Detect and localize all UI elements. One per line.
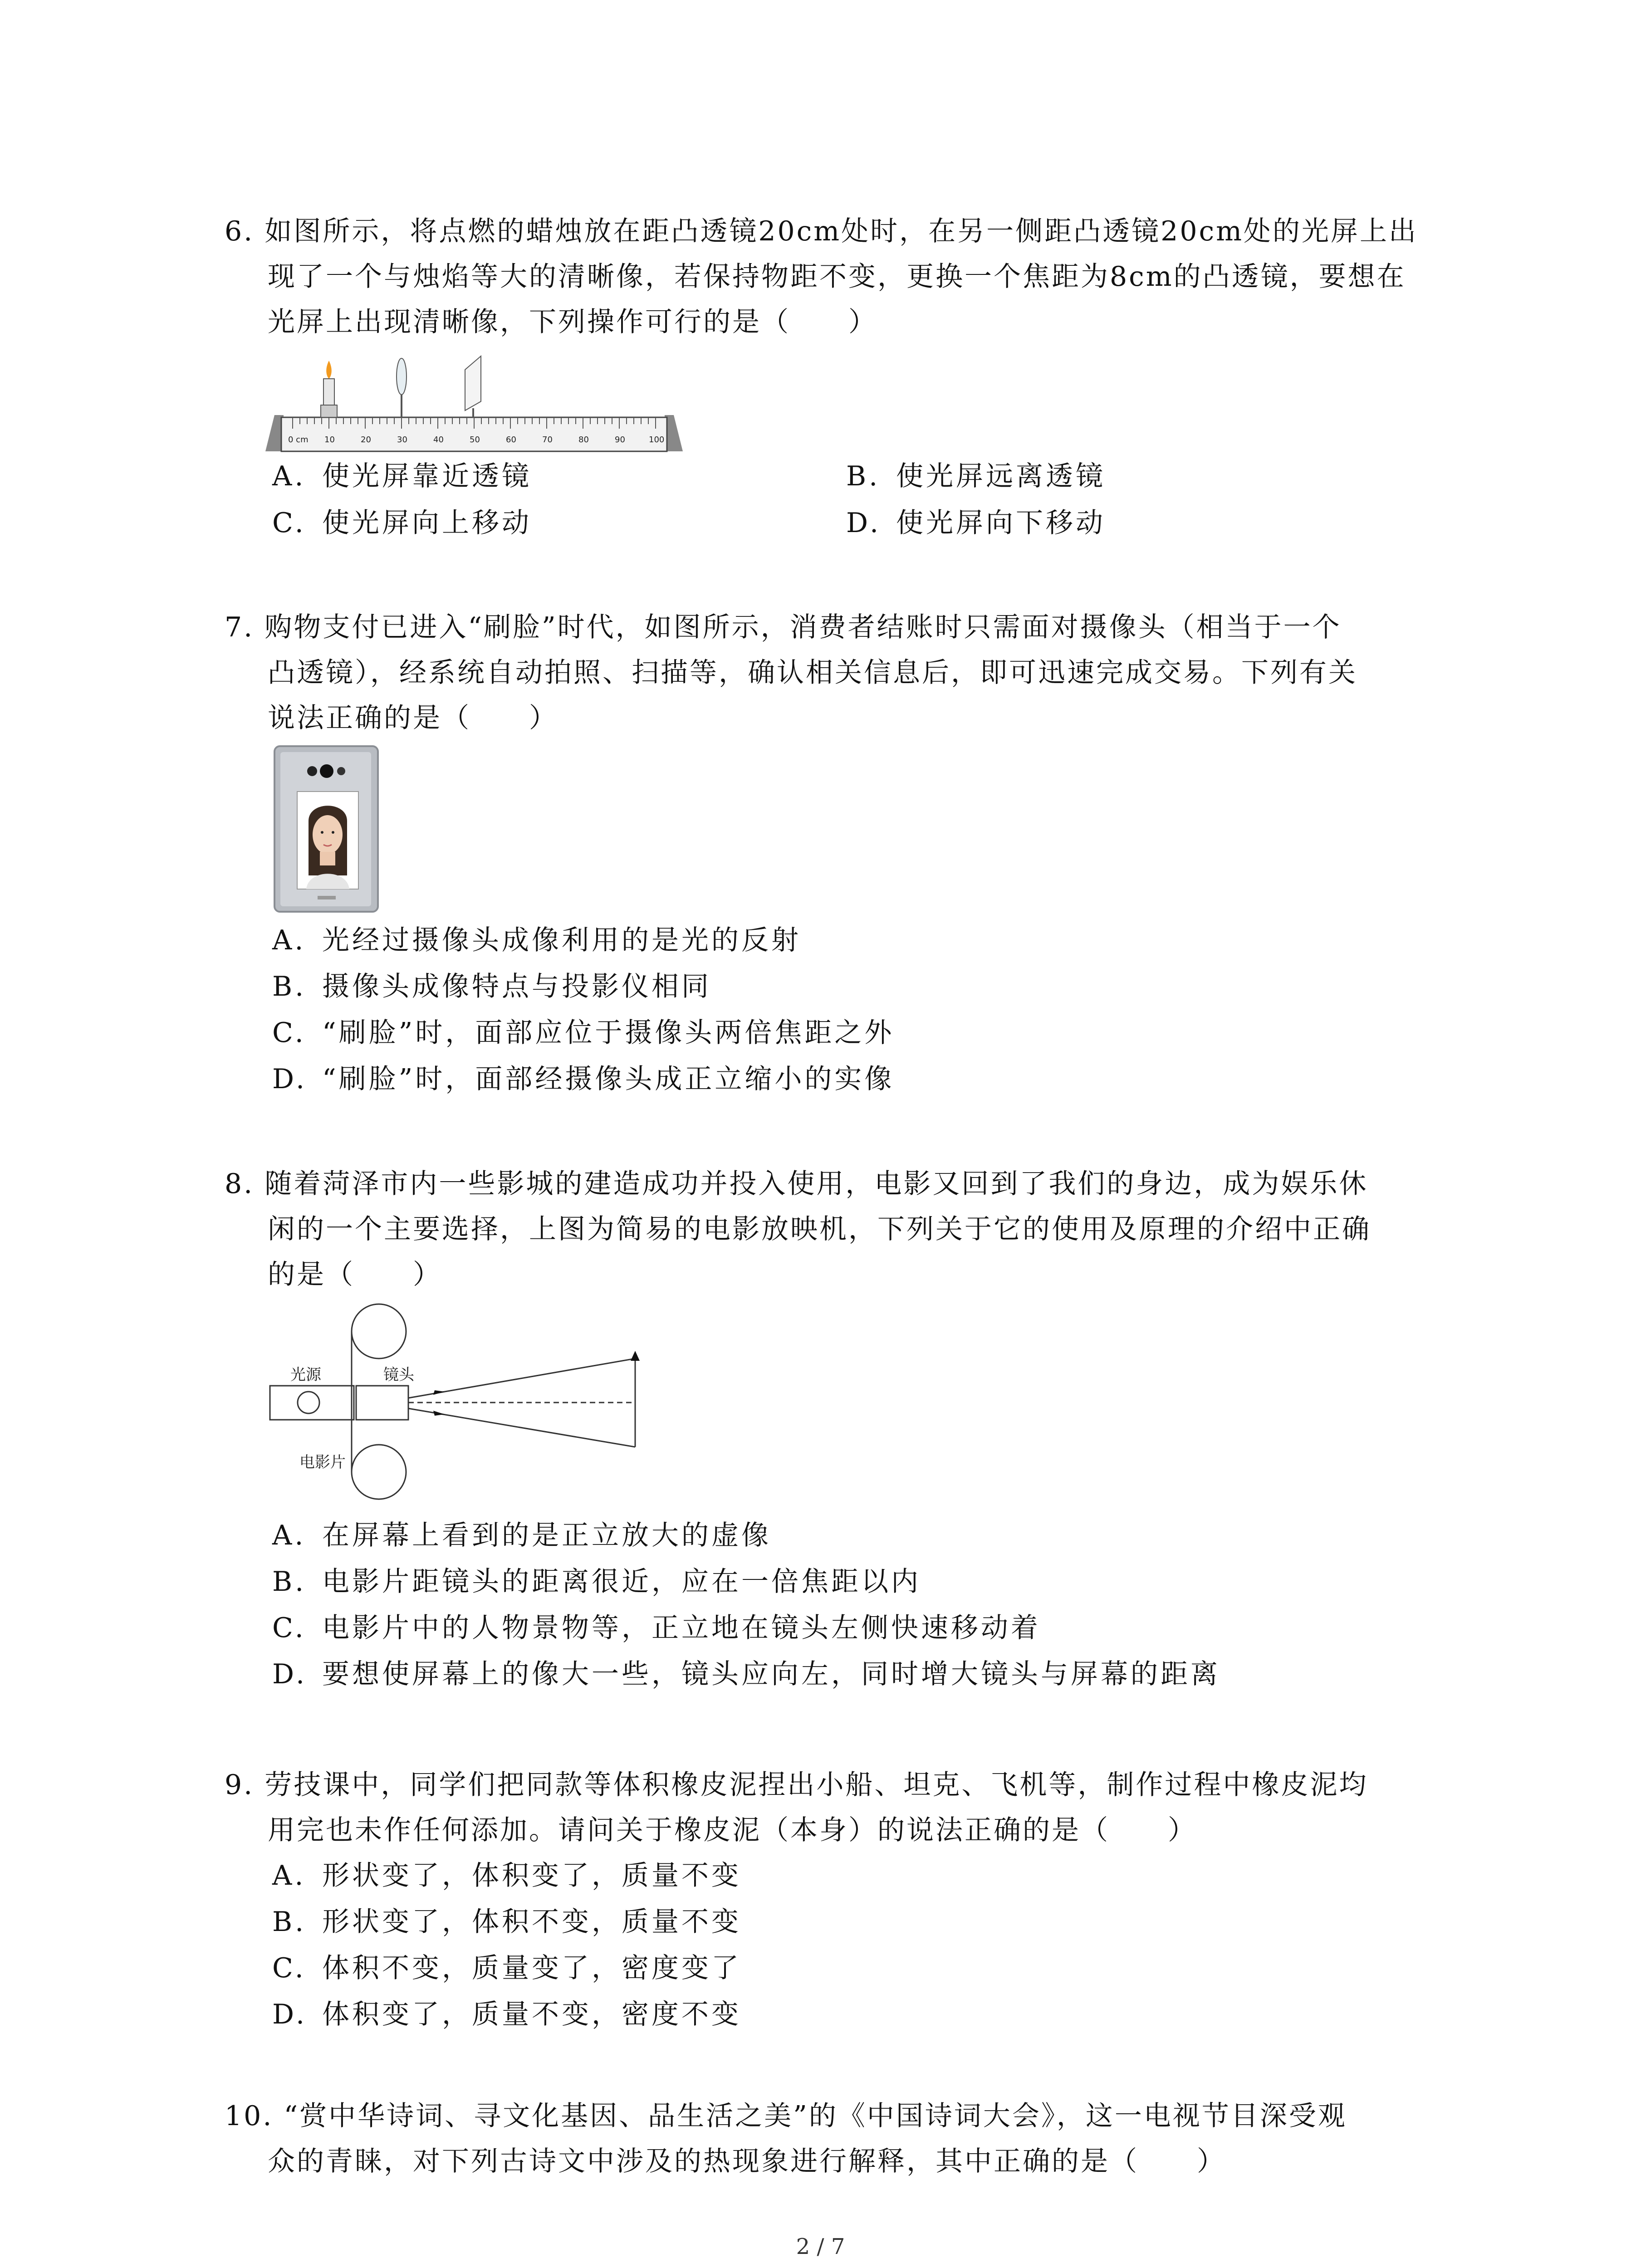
option-label: A. — [272, 1860, 306, 1892]
ruler-tick-label: 20 — [361, 435, 371, 445]
option-label: D. — [272, 1999, 308, 2030]
option-label: C. — [272, 1952, 306, 1984]
option-text: 体积不变，质量变了，密度变了 — [322, 1952, 741, 1984]
option-text: 电影片中的人物景物等，正立地在镜头左侧快速移动着 — [322, 1612, 1041, 1644]
q7-option-a[interactable] — [272, 922, 801, 958]
option-text: 要想使屏幕上的像大一些，镜头应向左，同时增大镜头与屏幕的距离 — [322, 1658, 1220, 1690]
option-label: B. — [272, 1566, 307, 1598]
film-projector-diagram — [268, 1297, 649, 1506]
ruler-tick-label: 70 — [542, 435, 553, 445]
q10-line-1: 10. “赏中华诗词、寻文化基因、品生活之美”的《中国诗词大会》，这一电视节目深受观 — [225, 2100, 1347, 2132]
q9-option-a[interactable] — [272, 1857, 741, 1894]
q6-line-1: 6. 如图所示，将点燃的蜡烛放在距凸透镜20cm处时，在另一侧距凸透镜20cm处的光屏上出 — [225, 215, 1418, 247]
q7-option-c[interactable] — [272, 1015, 894, 1051]
convex-lens-icon — [397, 358, 407, 417]
option-text: 电影片距镜头的距离很近，应在一倍焦距以内 — [322, 1566, 921, 1598]
option-label: B. — [272, 1906, 307, 1938]
q7-line-2: 凸透镜），经系统自动拍照、扫描等，确认相关信息后，即可迅速完成交易。下列有关 — [268, 657, 1357, 689]
ruler-tick-label: 30 — [397, 435, 407, 445]
ruler-tick-label: 100 — [649, 435, 665, 445]
option-label: B. — [846, 460, 881, 492]
option-label: A. — [272, 1520, 306, 1551]
option-label: D. — [272, 1658, 308, 1690]
option-text: 形状变了，体积变了，质量不变 — [322, 1860, 741, 1892]
q6-option-b[interactable] — [846, 458, 1106, 494]
q9-line-1: 9. 劳技课中，同学们把同款等体积橡皮泥捏出小船、坦克、飞机等，制作过程中橡皮泥均 — [225, 1769, 1368, 1801]
q7-line-3: 说法正确的是（ ） — [268, 702, 558, 734]
lens-housing — [356, 1386, 408, 1420]
ruler-tick-label: 0 cm — [288, 435, 309, 445]
lens-label: 镜头 — [383, 1366, 414, 1384]
q8-option-b[interactable] — [272, 1564, 921, 1600]
option-text: 光经过摄像头成像利用的是光的反射 — [322, 924, 801, 956]
q6-option-d[interactable] — [846, 505, 1106, 541]
ruler-tick-label: 10 — [324, 435, 335, 445]
page-number: 2 / 7 — [796, 2234, 845, 2259]
optical-bench-figure — [265, 352, 683, 460]
candle-icon — [321, 361, 337, 417]
face-pay-terminal-figure — [272, 744, 381, 914]
q6-line-3: 光屏上出现清晰像，下列操作可行的是（ ） — [268, 306, 877, 338]
q6-option-a[interactable] — [272, 458, 532, 494]
option-text: “刷脸”时，面部应位于摄像头两倍焦距之外 — [322, 1017, 895, 1049]
q9-option-b[interactable] — [272, 1904, 741, 1940]
q8-option-d[interactable] — [272, 1656, 1220, 1692]
lamp-icon — [298, 1392, 319, 1413]
option-text: 使光屏向下移动 — [896, 507, 1106, 539]
q9-option-c[interactable] — [272, 1950, 741, 1986]
option-label: A. — [272, 460, 306, 492]
option-text: 使光屏向上移动 — [322, 507, 532, 539]
q8-line-2: 闲的一个主要选择，上图为简易的电影放映机，下列关于它的使用及原理的介绍中正确 — [268, 1213, 1371, 1245]
q8-line-3: 的是（ ） — [268, 1259, 442, 1290]
option-text: 使光屏远离透镜 — [896, 460, 1106, 492]
q10-line-2: 众的青睐，对下列古诗文中涉及的热现象进行解释，其中正确的是（ ） — [268, 2146, 1226, 2177]
option-text: 体积变了，质量不变，密度不变 — [322, 1999, 741, 2030]
camera-lens-icon — [320, 764, 333, 778]
option-text: “刷脸”时，面部经摄像头成正立缩小的实像 — [322, 1063, 895, 1095]
light-source-label: 光源 — [290, 1366, 321, 1384]
ruler-tick-label: 40 — [433, 435, 444, 445]
q7-option-b[interactable] — [272, 968, 711, 1005]
option-label: D. — [272, 1063, 308, 1095]
option-text: 形状变了，体积不变，质量不变 — [322, 1906, 741, 1938]
q8-line-1: 8. 随着菏泽市内一些影城的建造成功并投入使用，电影又回到了我们的身边，成为娱乐休 — [225, 1168, 1368, 1200]
q9-line-2: 用完也未作任何添加。请问关于橡皮泥（本身）的说法正确的是（ ） — [268, 1814, 1197, 1846]
option-label: D. — [846, 507, 882, 539]
q8-option-a[interactable] — [272, 1517, 771, 1554]
ruler-tick-label: 60 — [506, 435, 516, 445]
film-reel-bottom — [352, 1445, 406, 1499]
option-label: C. — [272, 1017, 306, 1049]
q7-option-d[interactable] — [272, 1061, 894, 1097]
ruler-tick-label: 50 — [470, 435, 480, 445]
option-label: C. — [272, 1612, 306, 1644]
option-label: C. — [272, 507, 306, 539]
q6-line-2: 现了一个与烛焰等大的清晰像，若保持物距不变，更换一个焦距为8cm的凸透镜，要想在 — [268, 261, 1406, 293]
camera-icon — [307, 766, 317, 776]
ruler-tick-label: 90 — [615, 435, 625, 445]
ruler-tick-label: 80 — [578, 435, 589, 445]
q9-option-d[interactable] — [272, 1996, 741, 2033]
option-label: A. — [272, 924, 306, 956]
light-screen-icon — [465, 356, 481, 417]
option-text: 使光屏靠近透镜 — [322, 460, 532, 492]
option-label: B. — [272, 971, 307, 1002]
image-arrow-icon — [631, 1351, 640, 1361]
q7-line-1: 7. 购物支付已进入“刷脸”时代，如图所示，消费者结账时只需面对摄像头（相当于一个 — [225, 611, 1342, 643]
film-reel-top — [352, 1304, 406, 1359]
q6-option-c[interactable] — [272, 505, 532, 541]
light-source-box — [270, 1386, 354, 1420]
option-text: 摄像头成像特点与投影仪相同 — [322, 971, 711, 1002]
q8-option-c[interactable] — [272, 1610, 1041, 1646]
film-label: 电影片 — [299, 1453, 346, 1471]
option-text: 在屏幕上看到的是正立放大的虚像 — [322, 1520, 771, 1551]
